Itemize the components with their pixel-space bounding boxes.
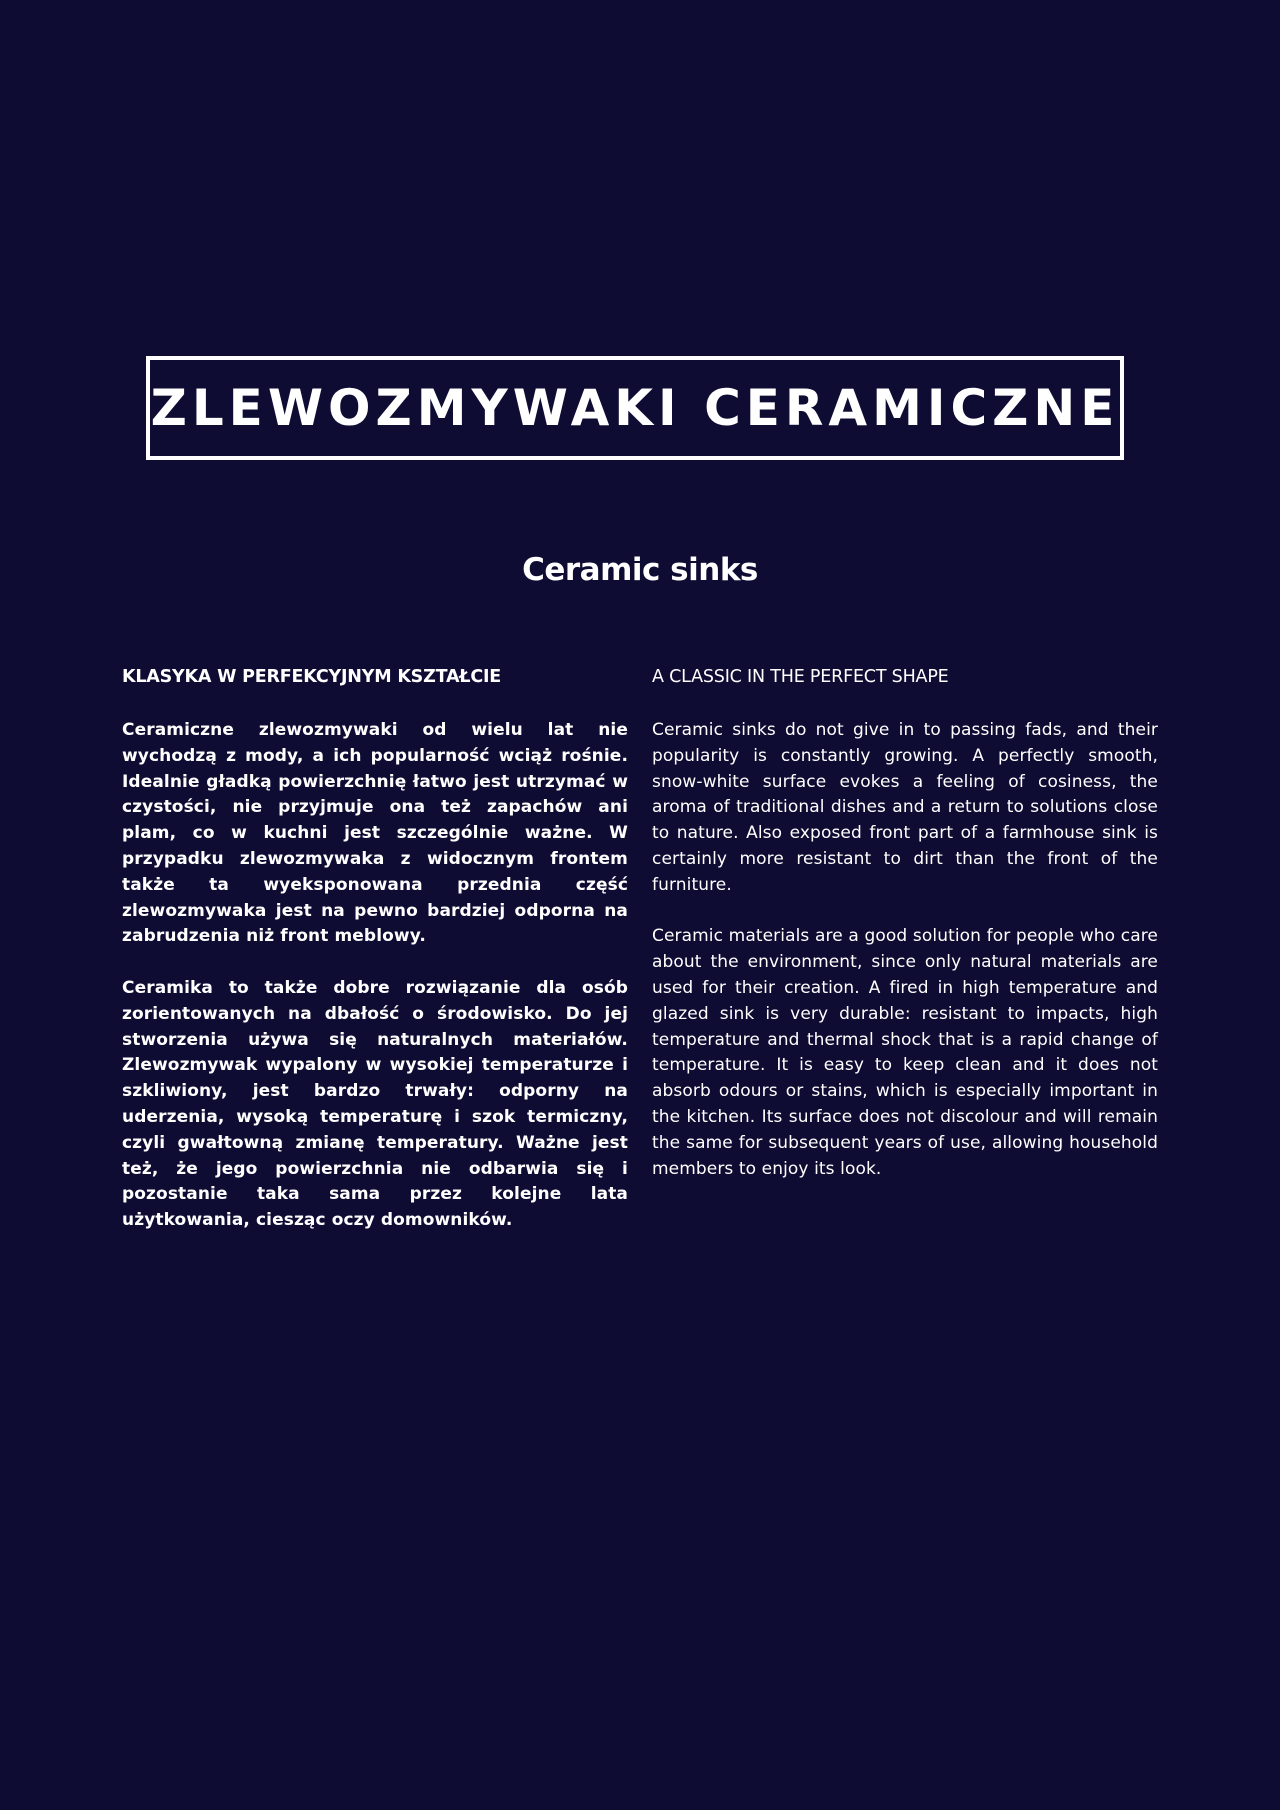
page-subtitle: Ceramic sinks xyxy=(522,552,758,588)
polish-section-heading: KLASYKA W PERFEKCYJNYM KSZTAŁCIE xyxy=(122,667,502,687)
english-column xyxy=(652,664,1158,1182)
page-title: ZLEWOZMYWAKI CERAMICZNE xyxy=(150,379,1120,437)
polish-paragraph: Ceramiczne zlewozmywaki od wielu lat nie wychodzą z mody, a ich popularność wciąż rośnie. Idealnie gładką powierzchnię łatwo jest utrzymać w czystości, nie przyjmuje ona też zapachów ani plam, co w kuchni jest szczególnie ważne. W przypadku zlewozmywaka z widocznym frontem także ta wyeksponowana przednia część zlewozmywaka jest na pewno bardziej odporna na zabrudzenia niż front meblowy. xyxy=(122,720,628,947)
english-paragraph: Ceramic sinks do not give in to passing fads, and their popularity is constantly growing. A perfectly smooth, snow-white surface evokes a feeling of cosiness, the aroma of traditional dishes and a return to solutions close to nature. Also exposed front part of a farmhouse sink is certainly more resistant to dirt than the front of the furniture. xyxy=(652,720,1158,895)
polish-column xyxy=(122,664,628,1234)
polish-paragraph: Ceramika to także dobre rozwiązanie dla osób zorientowanych na dbałość o środowisko. Do jej stworzenia używa się naturalnych materiałów. Zlewozmywak wypalony w wysokiej temperaturze i szkliwiony, jest bardzo trwały: odporny na uderzenia, wysoką temperaturę i szok termiczny, czyli gwałtowną zmianę temperatury. Ważne jest też, że jego powierzchnia nie odbarwia się i pozostanie taka sama przez kolejne lata użytkowania, ciesząc oczy domowników. xyxy=(122,977,628,1231)
title-frame xyxy=(146,356,1124,460)
english-paragraph: Ceramic materials are a good solution for people who care about the environment, since only natural materials are used for their creation. A fired in high temperature and glazed sink is very durable: resistant to impacts, high temperature and thermal shock that is a rapid change of temperature. It is easy to keep clean and it does not absorb odours or stains, which is especially important in the kitchen. Its surface does not discolour and will remain the same for subsequent years of use, allowing household members to enjoy its look. xyxy=(652,926,1158,1179)
english-section-heading: A CLASSIC IN THE PERFECT SHAPE xyxy=(652,667,949,687)
